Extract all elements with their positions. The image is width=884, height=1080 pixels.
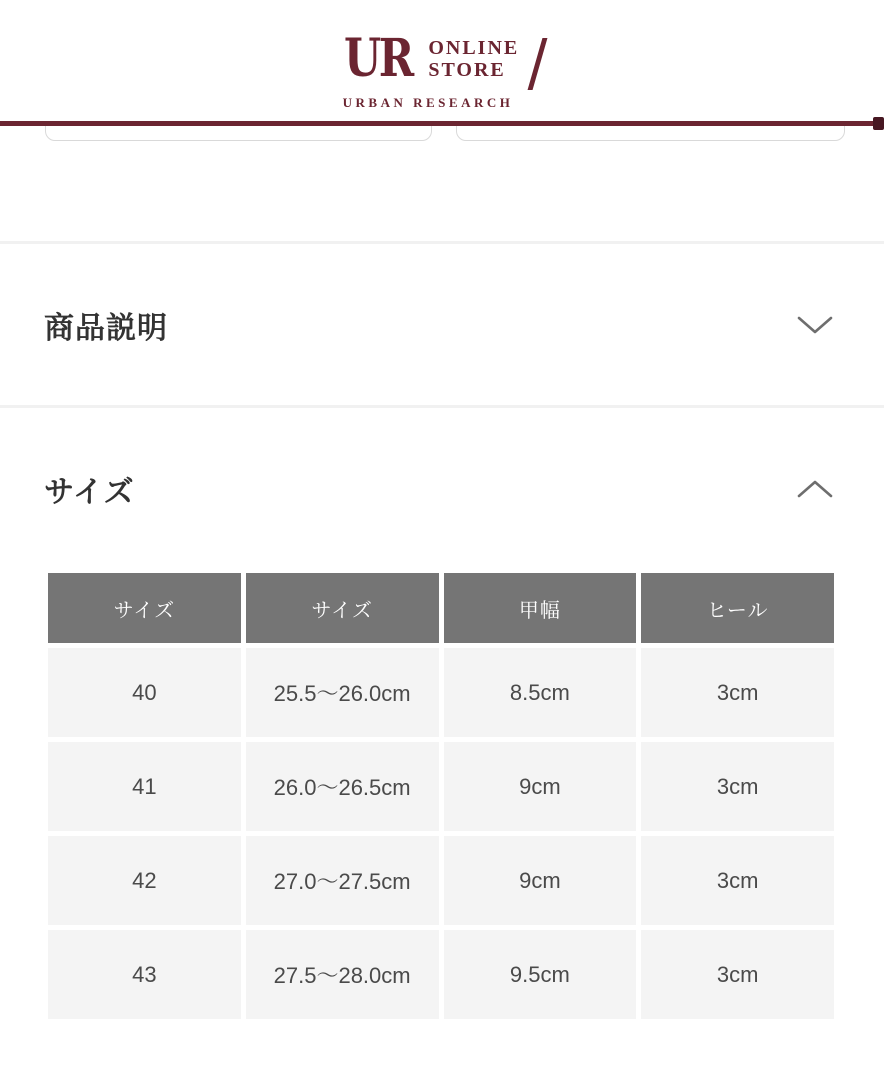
- logo-top: [343, 28, 540, 90]
- size-table-cell: 3cm: [641, 930, 834, 1019]
- size-table-cell: 9.5cm: [444, 930, 637, 1019]
- size-table-header: サイズ: [48, 573, 241, 643]
- size-table-cell: 42: [48, 836, 241, 925]
- chevron-down-icon[interactable]: [796, 314, 834, 336]
- logo-store-text: STORE: [428, 59, 506, 81]
- size-table-header: 甲幅: [444, 573, 637, 643]
- size-table-cell: 3cm: [641, 836, 834, 925]
- size-table-cell: 27.5〜28.0cm: [246, 930, 439, 1019]
- section-divider: [0, 241, 884, 244]
- size-table-cell: 9cm: [444, 836, 637, 925]
- size-table-cell: 9cm: [444, 742, 637, 831]
- chevron-up-icon[interactable]: [796, 478, 834, 500]
- section-divider: [0, 405, 884, 408]
- logo-online-text: ONLINE: [428, 37, 520, 59]
- size-table: [48, 573, 834, 1019]
- section-title-description: 商品説明: [44, 312, 168, 345]
- size-table-cell: 8.5cm: [444, 648, 637, 737]
- accordion-product-description[interactable]: [44, 300, 840, 350]
- site-header: [0, 0, 884, 121]
- logo-subtitle: URBAN RESEARCH: [342, 95, 514, 110]
- section-title-size: サイズ: [44, 476, 135, 509]
- header-cover: [0, 110, 884, 121]
- size-table-header: ヒール: [641, 573, 834, 643]
- size-table-cell: 3cm: [641, 742, 834, 831]
- size-table-cell: 26.0〜26.5cm: [246, 742, 439, 831]
- size-table-cell: 40: [48, 648, 241, 737]
- size-table-cell: 27.0〜27.5cm: [246, 836, 439, 925]
- logo-ur-mark: UR: [343, 28, 412, 89]
- size-table-cell: 41: [48, 742, 241, 831]
- size-table-header: サイズ: [246, 573, 439, 643]
- size-table-cell: 43: [48, 930, 241, 1019]
- logo-wordmark: [428, 37, 519, 81]
- store-logo[interactable]: [0, 28, 884, 111]
- accordion-size[interactable]: [44, 464, 840, 514]
- scrollbar-thumb[interactable]: [873, 117, 884, 130]
- size-table-cell: 25.5〜26.0cm: [246, 648, 439, 737]
- logo-slash-icon: [528, 38, 548, 90]
- header-accent-bar: [0, 121, 884, 126]
- size-table-cell: 3cm: [641, 648, 834, 737]
